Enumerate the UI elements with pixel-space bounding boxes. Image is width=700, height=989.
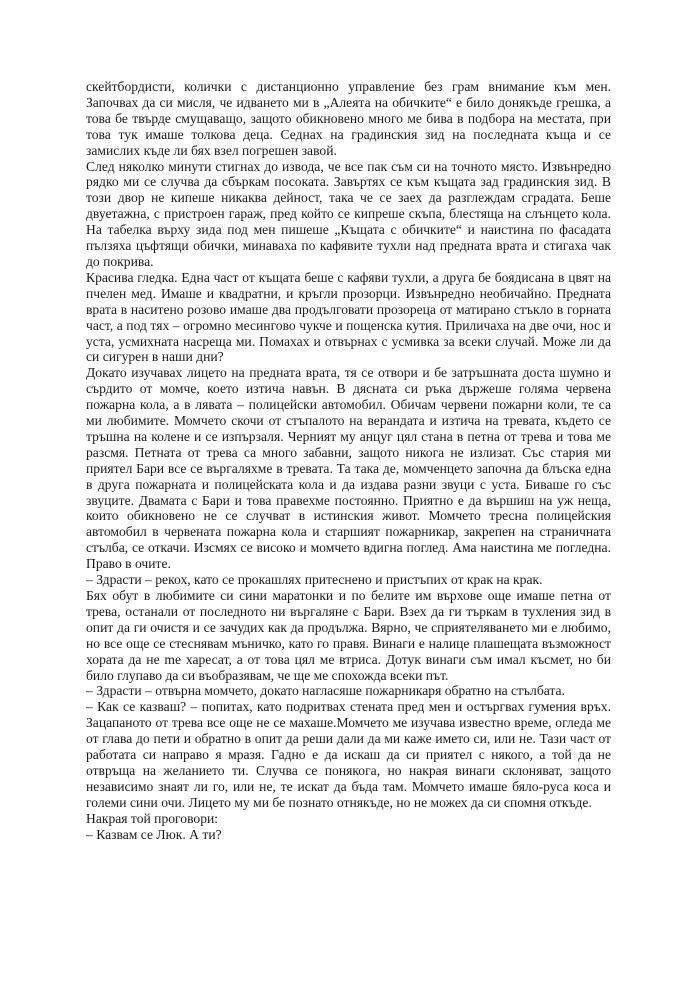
paragraph-3: Красива гледка. Една част от къщата беше с кафяви тухли, а друга бе боядисана в цвят на пчелен мед. Имаше и квадратни, и кръгли прозорци. Извънредно необичайно. Предната врата в наситено розово имаше два продълговати прозореца от матирано стъкло в горната част, а под тях – огромно месингово чукче и пощенска кутия. Приличаха на две очи, нос и уста, усмихната насреща ми. Помахах и отвърнах с усмивка за всеки случай. Може ли да си сигурен в наши дни? — [86, 269, 611, 365]
paragraph-4: Докато изучавах лицето на предната врата, тя се отвори и бе затръшната доста шумно и сърдито от момче, което изтича навън. В дясната си ръка държеше голяма червена пожарна кола, а в лявата – полицейски автомобил. Обичам червени пожарни коли, те са ми любимите. Момчето скочи от стъпалото на верандата и изтича на тревата, където се тръшна на колене и се изпързаля. Черният му анцуг цял стана в петна от трева и това ме разсмя. Петната от трева са много забавни, защото никога не излизат. Със стария ми приятел Бари все се въргаляхме в тревата. Та така де, момченцето започна да блъска една в друга пожарната и полицейската кола и да издава разни звуци с уста. Биваше го със звуците. Двамата с Бари и това правехме постоянно. Приятно е да вършиш на уж неща, които обикновено не се случват в истинския живот. Момчето тресна полицейския автомобил в червената пожарна кола и старшият пожарникар, закрепен на страничната стълба, се откачи. Изсмях се високо и момчето вдигна поглед. Ама наистина ме погледна. Право в очите. — [86, 365, 611, 572]
document-page — [86, 79, 611, 843]
paragraph-1: скейтбордисти, колички с дистанционно управление без грам внимание към мен. Започвах да си мисля, че идването ми в „Алеята на обичките“ е било донякъде грешка, а това бе твърде смущаващо, защото обикновено много ме бива в подбора на местата, при това тук имаше толкова деца. Седнах на градинския зид на последната къща и се замислих къде ли бях взел погрешен завой. — [86, 79, 611, 158]
paragraph-7: Накрая той проговори: — [86, 810, 219, 826]
dialogue-line-1: – Здрасти – рекох, като се прокашлях притеснено и пристъпих от крак на крак. — [86, 572, 543, 588]
dialogue-line-2: – Здрасти – отвърна момчето, докато нагласяше пожарникаря обратно на стълбата. — [86, 683, 565, 699]
paragraph-5: Бях обут в любимите си сини маратонки и по белите им върхове още имаше петна от трева, останали от последното ни въргаляне с Бари. Взех да ги търкам в тухления зид в опит да ги очистя и се зачудих как да продължа. Вярно, че сприятеляването ми е любимо, но все още се стеснявам мъничко, като го правя. Винаги е налице плашещата възможност хората да не me харесат, а от това цял ме втриса. Дотук винаги съм имал късмет, но би било глупаво да си въобразявам, че ще ме спохожда всеки път. — [86, 588, 611, 683]
paragraph-2: След няколко минути стигнах до извода, че все пак съм си на точното място. Извънредно рядко ми се случва да сбъркам посоката. Завъртях се към къщата зад градинския зид. В този двор не кипеше никаква дейност, така че се заех да разглеждам сградата. Беше двуетажна, с пристроен гараж, пред който се кипреше скъпа, блестяща на слънцето кола. На табелка върху зида под мен пишеше „Къщата с обичките“ и наистина по фасадата пълзяха цъфтящи обички, минаваха по кафявите тухли над предната врата и стигаха чак до покрива. — [86, 158, 611, 269]
paragraph-6: – Как се казваш? – попитах, като подритвах стената пред мен и остъргвах гумения връх. Зацапаното от трева все още не се махаше.Момчето ме изучава известно време, огледа ме от глава до пети и обратно в опит да реши дали да ми каже името си, или не. Тази част от работата си направо я мразя. Гадно е да искаш да си приятел с някого, а той да не отвръща на желанието ти. Случва се понякога, но накрая винаги склоняват, защото независимо знаят ли го, или не, те искат да бъда там. Момчето имаше бяло-руса коса и големи сини очи. Лицето му ми бе познато отнякъде, но не можех да си спомня откъде. — [86, 699, 611, 810]
dialogue-line-3: – Казвам се Люк. А ти? — [86, 826, 222, 842]
